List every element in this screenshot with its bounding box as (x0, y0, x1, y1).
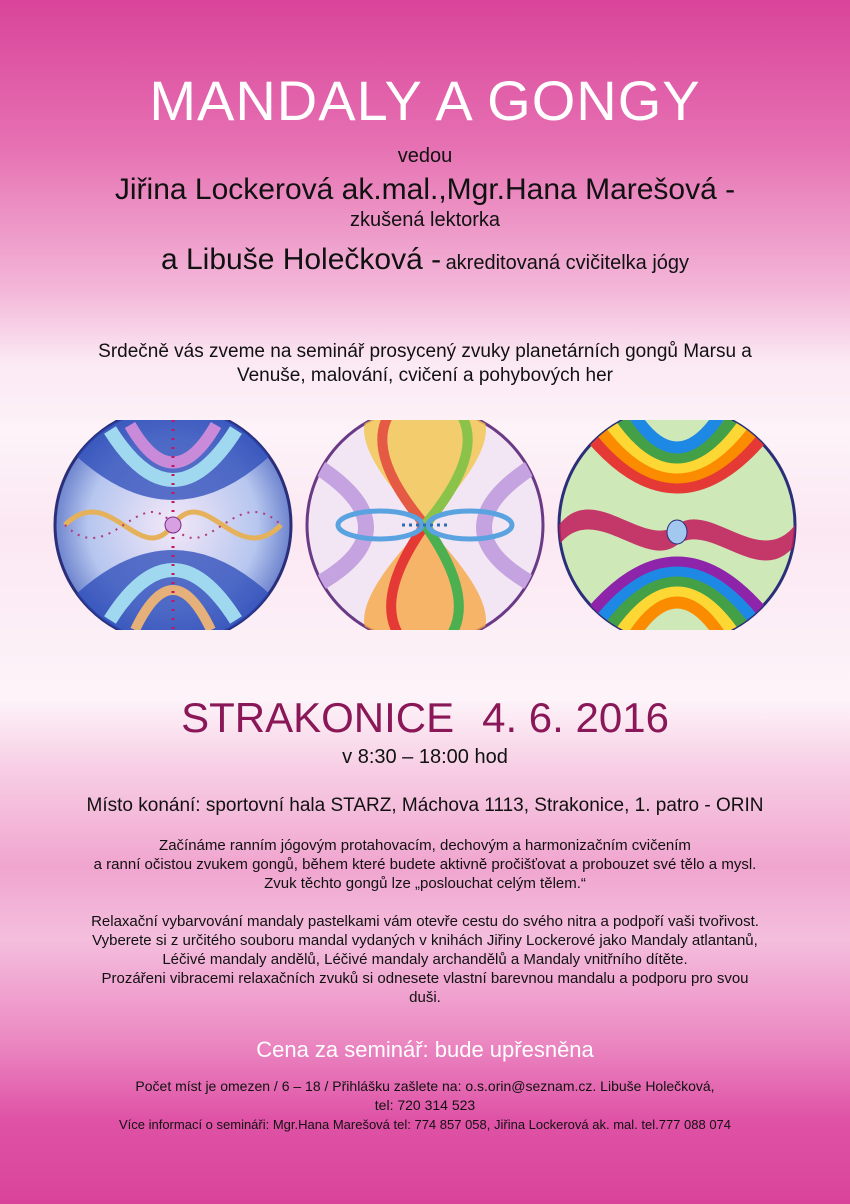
paragraph-line: Zvuk těchto gongů lze „poslouchat celým tělem.“ (264, 875, 586, 892)
program-paragraph-1 (0, 836, 850, 893)
led-by-label: vedou (397, 145, 453, 167)
event-time: v 8:30 – 18:00 hod (342, 746, 508, 768)
paragraph-line: Začínáme ranním jógovým protahovacím, dechovým a harmonizačním cvičením (159, 837, 691, 854)
paragraph-line: Léčivé mandaly andělů, Léčivé mandaly archandělů a Mandaly vnitřního dítěte. (162, 951, 688, 968)
poster-title: MANDALY A GONGY (149, 69, 701, 132)
contact-footer (0, 1077, 850, 1134)
paragraph-line: a ranní očistou zvukem gongů, během které budete aktivně pročišťovat a probouzet své tělo a mysl. (93, 856, 757, 873)
mandala-pastel-image (302, 420, 548, 630)
event-date: 4. 6. 2016 (482, 694, 669, 741)
paragraph-line: duši. (409, 989, 441, 1006)
paragraph-line: Relaxační vybarvování mandaly pastelkami vám otevře cestu do svého nitra a podpoří vaši tvořivost. (91, 913, 759, 930)
lectors-line-2 (0, 240, 850, 285)
lectors-line-1: Jiřina Lockerová ak.mal.,Mgr.Hana Marešová - (114, 173, 736, 206)
footer-line-info: Více informací o semináři: Mgr.Hana Marešová tel: 774 857 058, Jiřina Lockerová ak. mal. tel.777 088 074 (118, 1117, 732, 1132)
intro-line: Srdečně vás zveme na seminář prosycený zvuky planetárních gongů Marsu a (98, 341, 752, 362)
lector-name: a Libuše Holečková - (160, 243, 442, 276)
footer-line-registration: Počet míst je omezen / 6 – 18 / Přihlášku zašlete na: o.s.orin@seznam.cz. Libuše Holečková, (135, 1078, 715, 1094)
lectors-line-1-role: zkušená lektorka (349, 209, 501, 231)
intro-text (0, 340, 850, 388)
program-paragraph-2 (0, 912, 850, 1007)
footer-line-phone: tel: 720 314 523 (374, 1097, 476, 1113)
paragraph-line: Prozářeni vibracemi relaxačních zvuků si odnesete vlastní barevnou mandalu a podporu pro svou (101, 970, 749, 987)
mandala-blue-image (50, 420, 296, 630)
event-venue: Místo konání: sportovní hala STARZ, Máchova 1113, Strakonice, 1. patro - ORIN (86, 795, 764, 816)
intro-line: Venuše, malování, cvičení a pohybových her (236, 365, 613, 386)
lector-role: akreditovaná cvičitelka jógy (445, 252, 690, 274)
mandala-rainbow-image (554, 420, 800, 630)
mandala-gallery (0, 420, 850, 630)
event-place: STRAKONICE (181, 694, 455, 741)
event-place-date (0, 690, 850, 746)
seminar-price: Cena za seminář: bude upřesněna (256, 1037, 594, 1062)
paragraph-line: Vyberete si z určitého souboru mandal vydaných v knihách Jiřiny Lockerové jako Mandaly atlantanů, (92, 932, 758, 949)
